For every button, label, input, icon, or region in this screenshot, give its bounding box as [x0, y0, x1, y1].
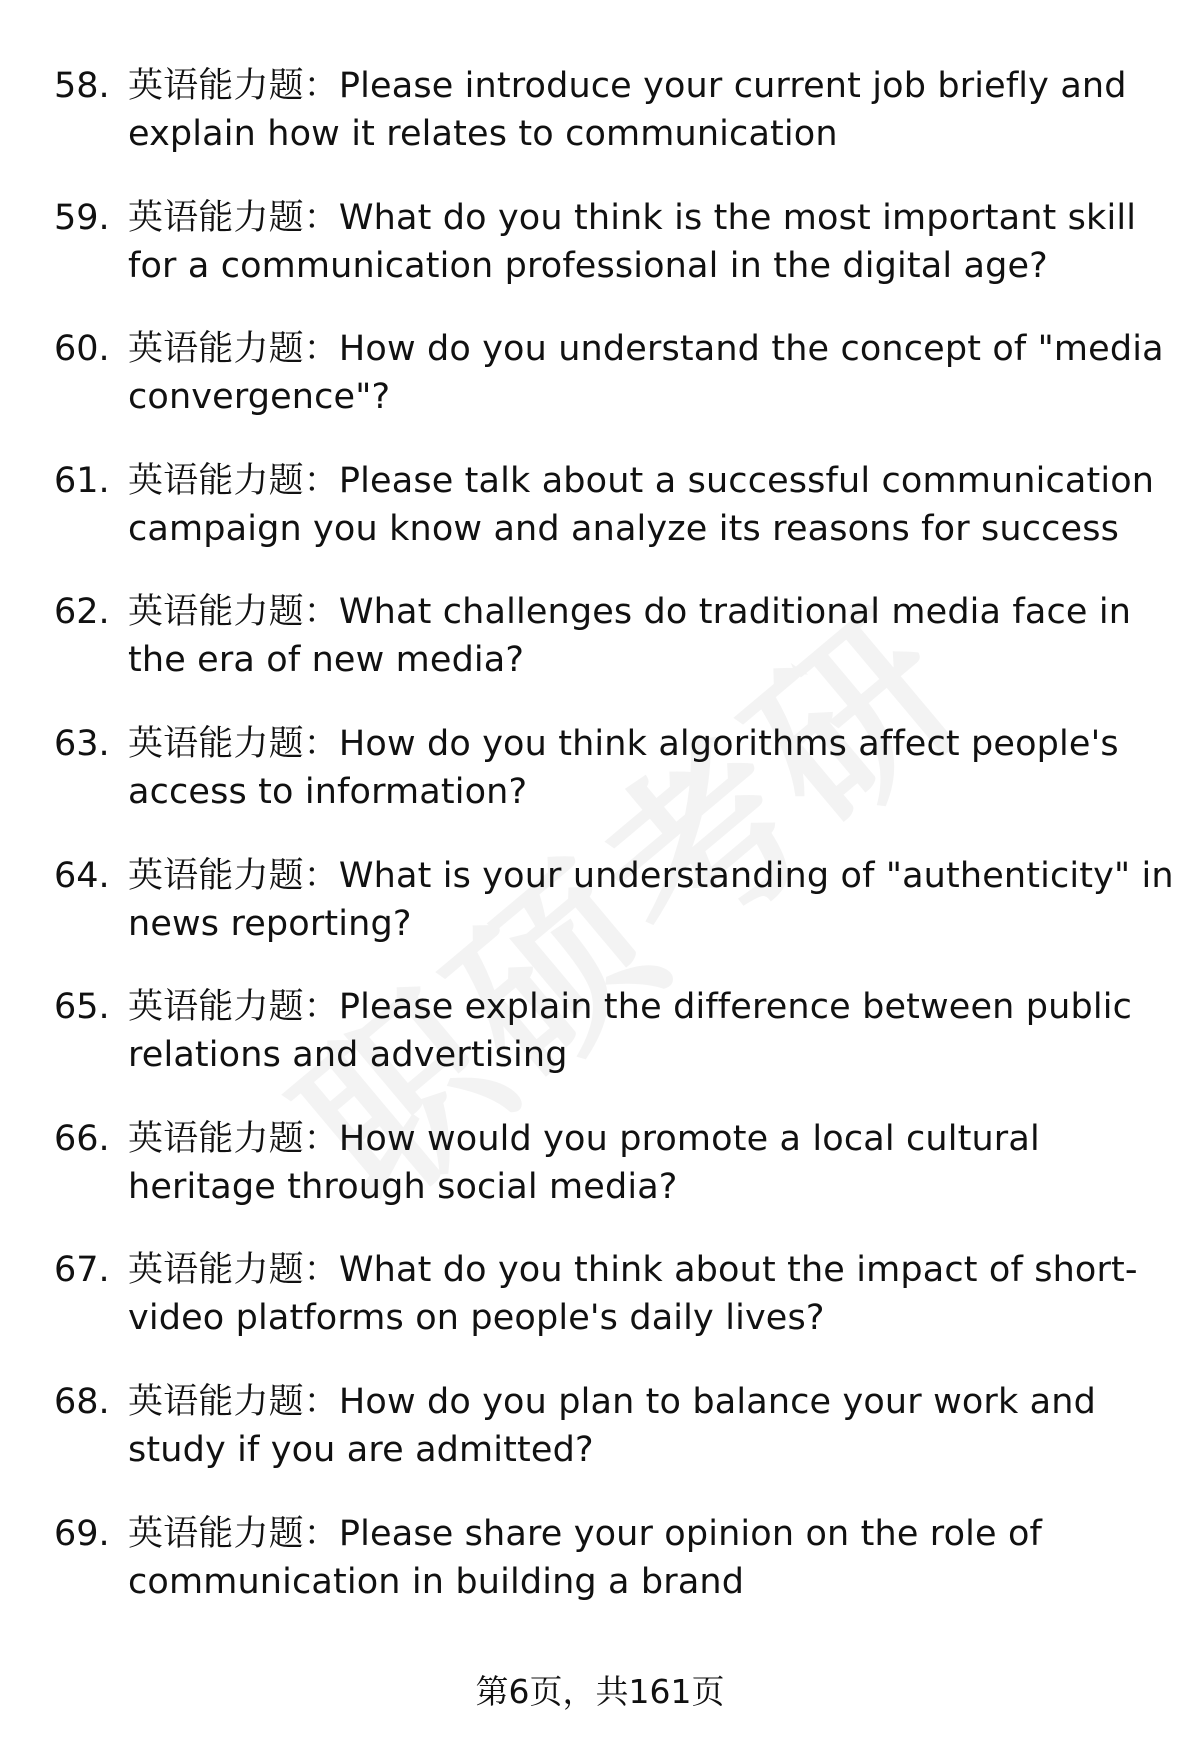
question-number: 65.	[54, 987, 110, 1028]
page-number: 第6页，共161页	[475, 1672, 725, 1711]
question-category: 英语能力题：	[128, 592, 339, 633]
question-body	[128, 1378, 1178, 1474]
question-category: 英语能力题：	[128, 987, 339, 1028]
question-list	[0, 62, 1200, 1641]
question-body	[128, 325, 1178, 421]
question-text: How do you plan to balance your work and study if you are admitted?	[128, 1381, 1096, 1470]
question-text: Please explain the difference between public relations and advertising	[128, 987, 1132, 1076]
question-item	[0, 1378, 1200, 1510]
question-number: 58.	[54, 66, 110, 106]
question-item	[0, 983, 1200, 1115]
question-text: Please talk about a successful communication campaign you know and analyze its reasons for success	[128, 460, 1155, 549]
question-text: What challenges do traditional media face in the era of new media?	[128, 592, 1132, 681]
question-item	[0, 588, 1200, 720]
question-number: 67.	[54, 1250, 110, 1291]
question-text: What do you think is the most important skill for a communication professional in the digital age?	[128, 197, 1137, 286]
question-item	[0, 325, 1200, 457]
question-number: 59.	[54, 197, 110, 238]
question-text: How do you think algorithms affect people's access to information?	[128, 723, 1119, 812]
question-number: 64.	[54, 855, 110, 896]
question-item	[0, 1246, 1200, 1378]
question-category: 英语能力题：	[128, 1513, 339, 1554]
question-category: 英语能力题：	[128, 1118, 339, 1159]
question-number: 62.	[54, 592, 110, 633]
question-item	[0, 457, 1200, 589]
question-text: Please introduce your current job briefly and explain how it relates to communication	[128, 66, 1127, 154]
question-body	[128, 983, 1178, 1079]
question-body	[128, 1246, 1178, 1342]
question-category: 英语能力题：	[128, 723, 339, 764]
question-number: 68.	[54, 1381, 110, 1422]
page-footer	[0, 1670, 1200, 1714]
question-text: What is your understanding of "authenticity" in news reporting?	[128, 855, 1174, 944]
question-item	[0, 852, 1200, 984]
question-category: 英语能力题：	[128, 1381, 339, 1422]
question-number: 61.	[54, 460, 110, 501]
question-item	[0, 1115, 1200, 1247]
question-body	[128, 852, 1178, 948]
question-item	[0, 194, 1200, 326]
question-body	[128, 194, 1178, 290]
question-text: What do you think about the impact of short-video platforms on people's daily lives?	[128, 1250, 1138, 1339]
question-body	[128, 588, 1178, 684]
question-text: How do you understand the concept of "media convergence"?	[128, 329, 1164, 418]
question-number: 63.	[54, 723, 110, 764]
question-item	[0, 1510, 1200, 1642]
question-number: 69.	[54, 1513, 110, 1554]
question-body	[128, 457, 1178, 553]
question-body	[128, 1115, 1178, 1211]
question-text: Please share your opinion on the role of communication in building a brand	[128, 1513, 1043, 1602]
question-category: 英语能力题：	[128, 1250, 339, 1291]
question-body	[128, 62, 1178, 158]
question-item	[0, 62, 1200, 194]
question-text: How would you promote a local cultural heritage through social media?	[128, 1118, 1040, 1207]
question-body	[128, 720, 1178, 816]
question-category: 英语能力题：	[128, 329, 339, 370]
question-item	[0, 720, 1200, 852]
question-body	[128, 1510, 1178, 1606]
question-category: 英语能力题：	[128, 855, 339, 896]
question-category: 英语能力题：	[128, 197, 339, 238]
question-category: 英语能力题：	[128, 460, 339, 501]
question-category: 英语能力题：	[128, 66, 339, 106]
question-number: 60.	[54, 329, 110, 370]
question-number: 66.	[54, 1118, 110, 1159]
